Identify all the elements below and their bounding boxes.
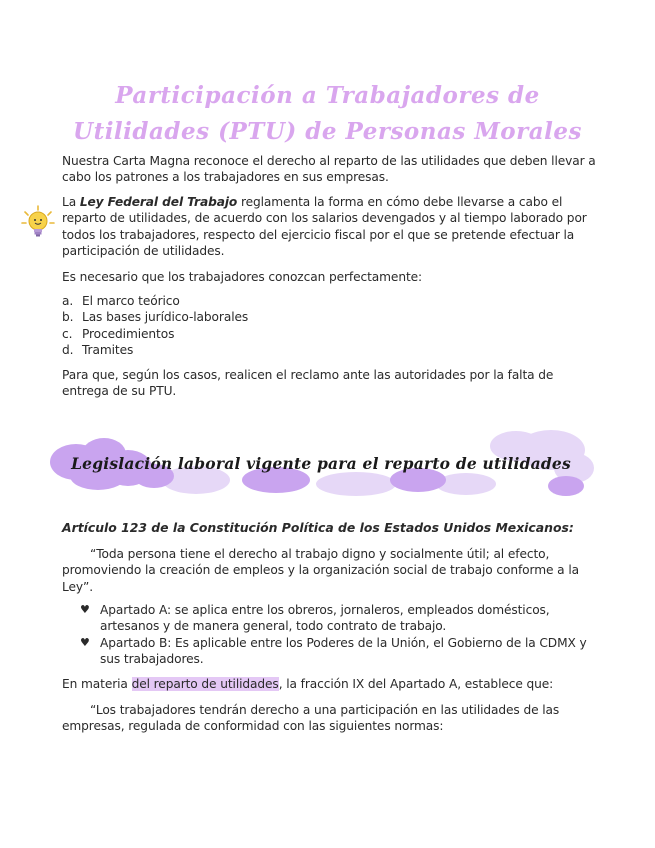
article-quote-text: “Toda persona tiene el derecho al trabajo digno y socialmente útil; al efecto, promoviendo la creación de empleos y la organización social de trabajo conforme a la Ley”. (62, 547, 579, 594)
list-marker: a. (62, 294, 74, 308)
list-item-text: Las bases jurídico-laborales (82, 310, 249, 325)
lightbulb-icon (20, 204, 56, 240)
highlighted-text: del reparto de utilidades (131, 677, 279, 691)
list-marker: c. (62, 326, 73, 341)
list-item-text: El marco teórico (82, 294, 180, 308)
requirements-list (62, 293, 602, 359)
list-marker: b. (62, 310, 74, 325)
law-rest: reglamenta la forma en cómo debe llevarse a cabo el reparto de utilidades, de acuerdo con los salarios devengados y al tiempo laborado por todos los trabajadores, respecto del ejercicio fiscal por el que se pretende efectuar la participación de utilidades. (62, 195, 587, 259)
list-marker: d. (62, 343, 74, 358)
fraction-prefix: En materia (62, 677, 132, 691)
claim-paragraph: Para que, según los casos, realicen el reclamo ante las autoridades por la falta de entrega de su PTU. (62, 368, 554, 399)
article-quote (62, 546, 602, 595)
list-item-text: Tramites (82, 343, 134, 358)
list-item (62, 293, 602, 309)
intro-paragraph: Nuestra Carta Magna reconoce el derecho al reparto de las utilidades que deben llevar a cabo los patrones a los trabajadores en sus empresas. (62, 154, 596, 185)
law-prefix: La (62, 195, 80, 209)
list-item (62, 602, 602, 635)
rule-quote-text: “Los trabajadores tendrán derecho a una participación en las utilidades de las empresas, regulada de conformidad con las siguientes normas: (62, 703, 560, 734)
title-line-1: Participación a Trabajadores de (115, 82, 540, 109)
list-item (62, 326, 602, 342)
list-item (62, 635, 602, 668)
requirements-intro: Es necesario que los trabajadores conozcan perfectamente: (62, 270, 423, 284)
section-banner (46, 428, 596, 500)
list-item (62, 342, 602, 358)
rule-quote (62, 702, 602, 735)
section-heading: Legislación laboral vigente para el reparto de utilidades (71, 454, 571, 473)
page-title (0, 78, 655, 150)
heart-icon: ♥ (80, 635, 90, 649)
title-line-2: Utilidades (PTU) de Personas Morales (73, 118, 582, 145)
law-paragraph (62, 194, 602, 260)
fraction-paragraph (62, 676, 602, 692)
law-name: Ley Federal del Trabajo (79, 195, 238, 209)
list-item (62, 309, 602, 325)
list-item-text: Apartado A: se aplica entre los obreros, jornaleros, empleados domésticos, artesanos y de manera general, todo contrato de trabajo. (100, 603, 550, 634)
article-title: Artículo 123 de la Constitución Política de los Estados Unidos Mexicanos: (62, 520, 574, 535)
apartado-list (62, 602, 602, 668)
fraction-rest: , la fracción IX del Apartado A, establece que: (278, 677, 554, 691)
list-item-text: Apartado B: Es aplicable entre los Poderes de la Unión, el Gobierno de la CDMX y sus trabajadores. (100, 635, 587, 667)
heart-icon: ♥ (80, 603, 90, 616)
list-item-text: Procedimientos (82, 326, 175, 341)
